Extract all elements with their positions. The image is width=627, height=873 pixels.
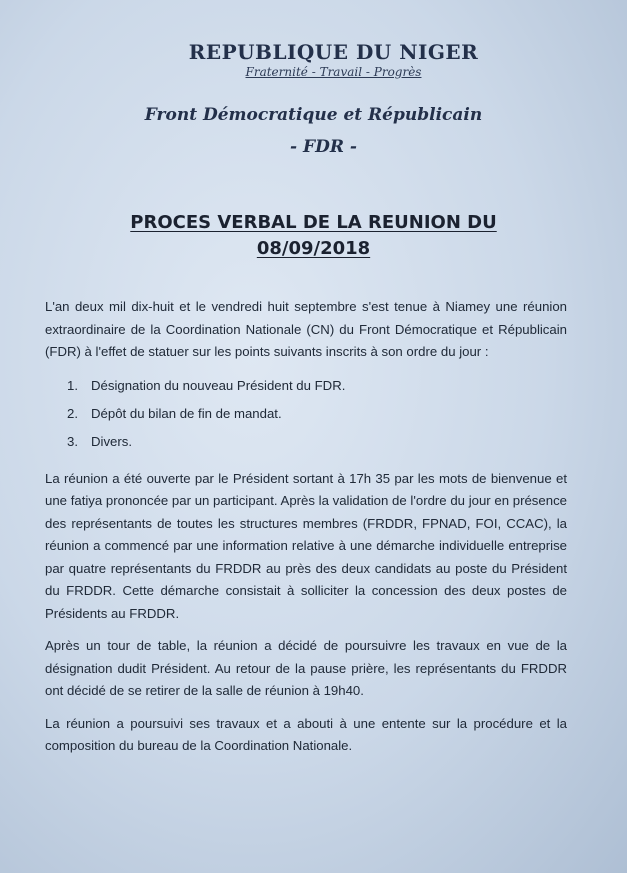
agenda-item [67, 428, 567, 456]
country-name: REPUBLIQUE DU NIGER [188, 40, 479, 64]
letterhead [0, 40, 627, 157]
document-body [45, 296, 567, 766]
deliberation-paragraph: Après un tour de table, la réunion a décidé de poursuivre les travaux en vue de la désignation dudit Président. Au retour de la pause prière, les représentants du FRDDR ont décidé de se retirer de la salle de réunion à 19h40. [45, 638, 567, 698]
national-motto: Fraternité - Travail - Progrès [245, 65, 422, 79]
agenda-item [67, 400, 567, 428]
agenda-number: 1. [67, 377, 78, 393]
document-title [0, 210, 627, 262]
title-line-1: PROCES VERBAL DE LA REUNION DU [130, 212, 497, 233]
agenda-text: Dépôt du bilan de fin de mandat. [91, 405, 282, 421]
agenda-item [67, 372, 567, 400]
conclusion-paragraph: La réunion a poursuivi ses travaux et a abouti à une entente sur la procédure et la composition du bureau de la Coordination Nationale. [45, 715, 567, 753]
title-line-2: 08/09/2018 [256, 238, 371, 259]
agenda-text: Divers. [91, 433, 133, 449]
agenda-text: Désignation du nouveau Président du FDR. [91, 377, 346, 393]
agenda-number: 3. [67, 433, 78, 449]
intro-paragraph: L'an deux mil dix-huit et le vendredi huit septembre s'est tenue à Niamey une réunion extraordinaire de la Coordination Nationale (CN) du Front Démocratique et Républicain (FDR) à l'effet de statuer sur les points suivants inscrits à son ordre du jour : [45, 299, 567, 359]
agenda-number: 2. [67, 405, 78, 421]
party-name: Front Démocratique et Républicain [144, 105, 483, 125]
party-acronym: - FDR - [290, 137, 357, 157]
opening-paragraph: La réunion a été ouverte par le Président sortant à 17h 35 par les mots de bienvenue et une fatiya prononcée par un participant. Après la validation de l'ordre du jour en présence des représentants de toutes les structures membres (FRDDR, FPNAD, FOI, CCAC), la réunion a commencé par une information relative à une démarche individuelle entreprise par quatre représentants du FRDDR au près des deux candidats au poste du Président du FRDDR. Cette démarche consistait à solliciter la concession des deux postes de Présidents au FRDDR. [45, 470, 567, 621]
agenda-list [45, 372, 567, 456]
